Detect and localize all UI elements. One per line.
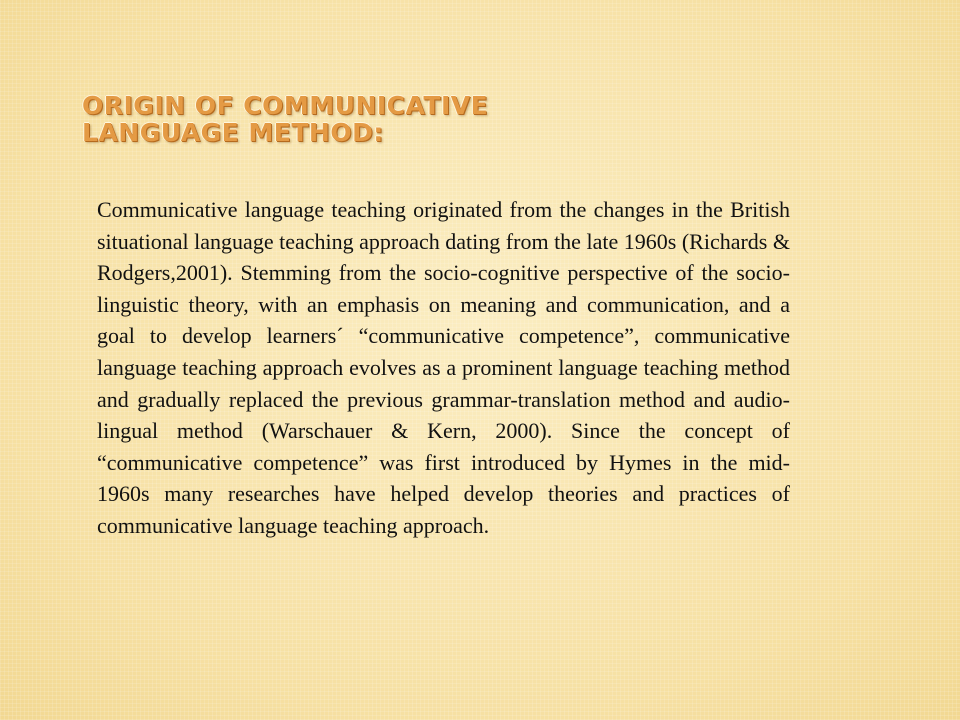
slide-title: ORIGIN OF COMMUNICATIVE LANGUAGE METHOD: (82, 91, 489, 147)
slide-body-text: Communicative language teaching originated from the changes in the British situational language teaching approach dating from the late 1960s (Richards & Rodgers,2001). Stemming from the socio-cognitive perspective of the socio-linguistic theory, with an emphasis on meaning and communication, and a goal to develop learners´ “communicative competence”, communicative language teaching approach evolves as a prominent language teaching method and gradually replaced the previous grammar-translation method and audio-lingual method (Warschauer & Kern, 2000). Since the concept of “communicative competence” was first introduced by Hymes in the mid-1960s many researches have helped develop theories and practices of communicative language teaching approach. (97, 197, 790, 538)
